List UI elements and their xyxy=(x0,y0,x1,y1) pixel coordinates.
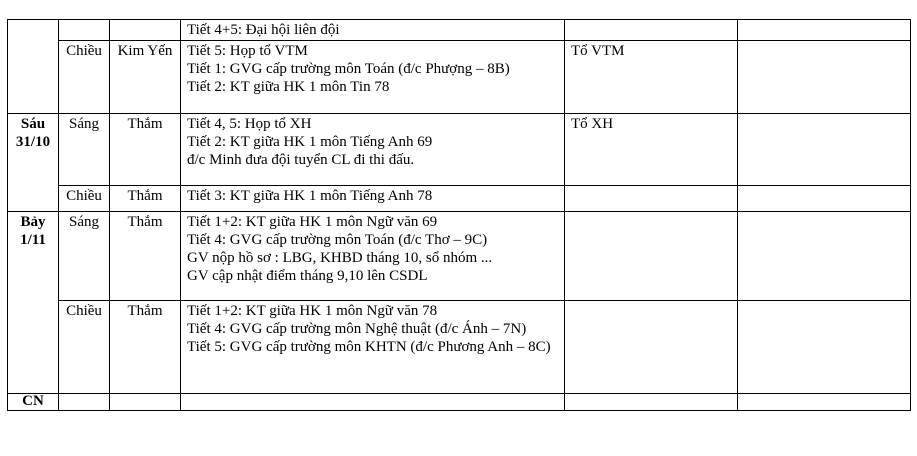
day-cell: CN xyxy=(8,394,59,411)
day-date: 31/10 xyxy=(15,134,51,150)
content-cell xyxy=(181,114,565,186)
note-cell xyxy=(738,212,911,301)
day-date: 1/11 xyxy=(20,232,46,248)
note-cell xyxy=(738,20,911,41)
session-cell: Sáng xyxy=(59,114,110,186)
session-cell: Chiều xyxy=(59,41,110,114)
unit-cell xyxy=(565,301,738,394)
note-cell xyxy=(738,41,911,114)
staff-cell: Thắm xyxy=(110,114,181,186)
content-line: Tiết 4+5: Đại hội liên đội xyxy=(187,22,340,38)
unit-cell: Tổ VTM xyxy=(565,41,738,114)
content-cell xyxy=(181,301,565,394)
unit-cell: Tổ XH xyxy=(565,114,738,186)
staff-cell xyxy=(110,394,181,411)
content-line: Tiết 4: GVG cấp trường môn Toán (đ/c Thơ – 9C) xyxy=(187,232,488,248)
note-cell xyxy=(738,301,911,394)
session-cell: Sáng xyxy=(59,212,110,301)
table-row xyxy=(8,186,911,212)
table-row xyxy=(8,212,911,301)
content-cell xyxy=(181,20,565,41)
note-cell xyxy=(738,394,911,411)
unit-cell xyxy=(565,20,738,41)
content-line: Tiết 2: KT giữa HK 1 môn Tiếng Anh 69 xyxy=(187,134,433,150)
day-name: Sáu xyxy=(20,116,46,132)
table-row xyxy=(8,301,911,394)
session-cell xyxy=(59,394,110,411)
content-cell xyxy=(181,212,565,301)
table-row xyxy=(8,114,911,186)
content-line: đ/c Minh đưa đội tuyển CL đi thi đấu. xyxy=(187,152,415,168)
content-cell xyxy=(181,41,565,114)
session-cell: Chiều xyxy=(59,301,110,394)
content-line: Tiết 1+2: KT giữa HK 1 môn Ngữ văn 78 xyxy=(187,303,438,319)
content-line: Tiết 2: KT giữa HK 1 môn Tin 78 xyxy=(187,79,390,95)
content-line: Tiết 3: KT giữa HK 1 môn Tiếng Anh 78 xyxy=(187,188,433,204)
weekly-schedule-table xyxy=(7,19,911,411)
content-cell xyxy=(181,186,565,212)
table-row xyxy=(8,41,911,114)
day-cell xyxy=(8,212,59,394)
content-line: Tiết 4, 5: Họp tổ XH xyxy=(187,116,312,132)
staff-cell xyxy=(110,20,181,41)
content-line: GV cập nhật điểm tháng 9,10 lên CSDL xyxy=(187,268,428,284)
content-cell xyxy=(181,394,565,411)
day-cell xyxy=(8,114,59,212)
content-line: Tiết 4: GVG cấp trường môn Nghệ thuật (đ/c Ánh – 7N) xyxy=(187,321,527,337)
staff-cell: Thắm xyxy=(110,301,181,394)
day-cell xyxy=(8,20,59,114)
content-line: Tiết 1: GVG cấp trường môn Toán (đ/c Phượng – 8B) xyxy=(187,61,510,77)
table-row xyxy=(8,394,911,411)
session-cell xyxy=(59,20,110,41)
table-row xyxy=(8,20,911,41)
note-cell xyxy=(738,186,911,212)
content-line: Tiết 1+2: KT giữa HK 1 môn Ngữ văn 69 xyxy=(187,214,438,230)
staff-cell: Thắm xyxy=(110,212,181,301)
day-name: Bảy xyxy=(20,214,46,230)
staff-cell: Thắm xyxy=(110,186,181,212)
staff-cell: Kim Yến xyxy=(110,41,181,114)
unit-cell xyxy=(565,186,738,212)
unit-cell xyxy=(565,394,738,411)
note-cell xyxy=(738,114,911,186)
content-line: Tiết 5: Họp tổ VTM xyxy=(187,43,308,59)
session-cell: Chiều xyxy=(59,186,110,212)
unit-cell xyxy=(565,212,738,301)
content-line: Tiết 5: GVG cấp trường môn KHTN (đ/c Phương Anh – 8C) xyxy=(187,339,551,355)
content-line: GV nộp hồ sơ : LBG, KHBD tháng 10, sổ nhóm ... xyxy=(187,250,493,266)
